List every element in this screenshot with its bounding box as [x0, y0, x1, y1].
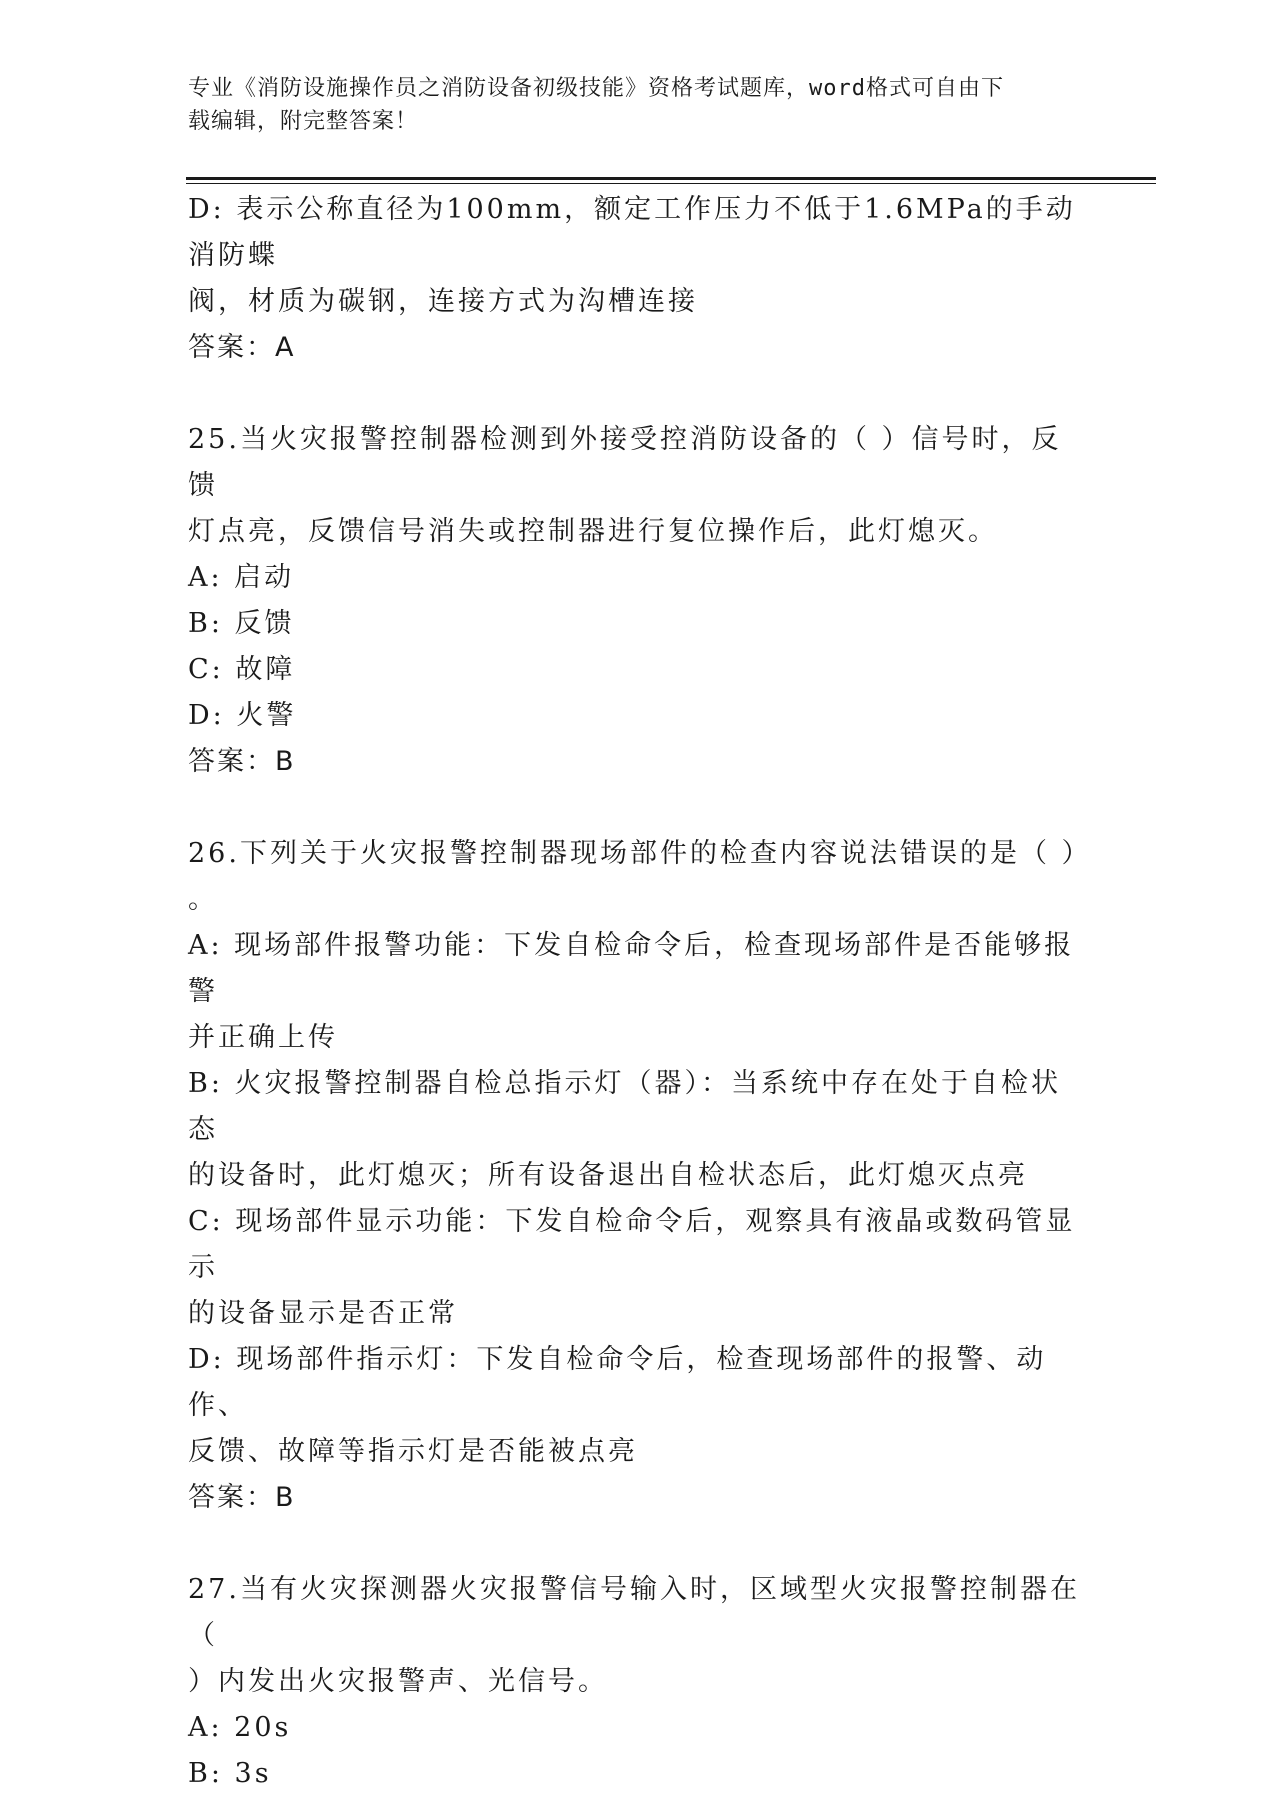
question-stem-line-1: 25.当火灾报警控制器检测到外接受控消防设备的（ ）信号时，反馈 — [188, 424, 1062, 501]
header-line-1: 专业《消防设施操作员之消防设备初级技能》资格考试题库，word格式可自由下 — [188, 76, 1004, 101]
option-d-line-1: D: 表示公称直径为100mm，额定工作压力不低于1.6MPa的手动消防蝶 — [188, 194, 1076, 271]
answer-line: 答案：A — [188, 332, 296, 363]
option-c-line-1: C: 现场部件显示功能：下发自检命令后，观察具有液晶或数码管显示 — [188, 1206, 1076, 1283]
question-content — [188, 187, 1092, 1797]
option-b: B: 3s — [188, 1758, 272, 1789]
question-stem-line-2: 。 — [188, 884, 218, 915]
header-divider-thick — [186, 177, 1156, 180]
option-c-line-2: 的设备显示是否正常 — [188, 1298, 458, 1329]
question-stem-line-1: 27.当有火灾探测器火灾报警信号输入时，区域型火灾报警控制器在（ — [188, 1574, 1080, 1651]
option-b-line-1: B: 火灾报警控制器自检总指示灯（器）：当系统中存在处于自检状态 — [188, 1068, 1062, 1145]
option-b: B: 反馈 — [188, 608, 295, 639]
question-25 — [188, 417, 1088, 785]
option-b-line-2: 的设备时，此灯熄灭；所有设备退出自检状态后，此灯熄灭点亮 — [188, 1160, 1028, 1191]
question-stem-line-2: 灯点亮，反馈信号消失或控制器进行复位操作后，此灯熄灭。 — [188, 516, 998, 547]
spacer — [188, 785, 1088, 831]
question-stem-line-1: 26.下列关于火灾报警控制器现场部件的检查内容说法错误的是（ ） — [188, 838, 1092, 869]
answer-line: 答案：B — [188, 746, 296, 777]
header-divider-thin — [186, 183, 1156, 184]
question-27 — [188, 1567, 1088, 1797]
option-d: D: 火警 — [188, 700, 297, 731]
option-a-line-1: A: 现场部件报警功能：下发自检命令后，检查现场部件是否能够报警 — [188, 930, 1075, 1007]
option-d-line-1: D: 现场部件指示灯：下发自检命令后，检查现场部件的报警、动作、 — [188, 1344, 1047, 1421]
header-line-2: 载编辑，附完整答案！ — [188, 109, 419, 134]
previous-question-tail — [188, 187, 1088, 371]
option-c: C: 故障 — [188, 654, 296, 685]
option-a-line-2: 并正确上传 — [188, 1022, 338, 1053]
option-a: A: 启动 — [188, 562, 295, 593]
question-26 — [188, 831, 1092, 1521]
question-stem-line-2: ）内发出火灾报警声、光信号。 — [188, 1666, 608, 1697]
spacer — [188, 371, 1088, 417]
answer-line: 答案：B — [188, 1482, 296, 1513]
page-header — [188, 72, 1068, 138]
option-a: A: 20s — [188, 1712, 292, 1743]
option-d-line-2: 阀，材质为碳钢，连接方式为沟槽连接 — [188, 286, 698, 317]
option-d-line-2: 反馈、故障等指示灯是否能被点亮 — [188, 1436, 638, 1467]
spacer — [188, 1521, 1088, 1567]
